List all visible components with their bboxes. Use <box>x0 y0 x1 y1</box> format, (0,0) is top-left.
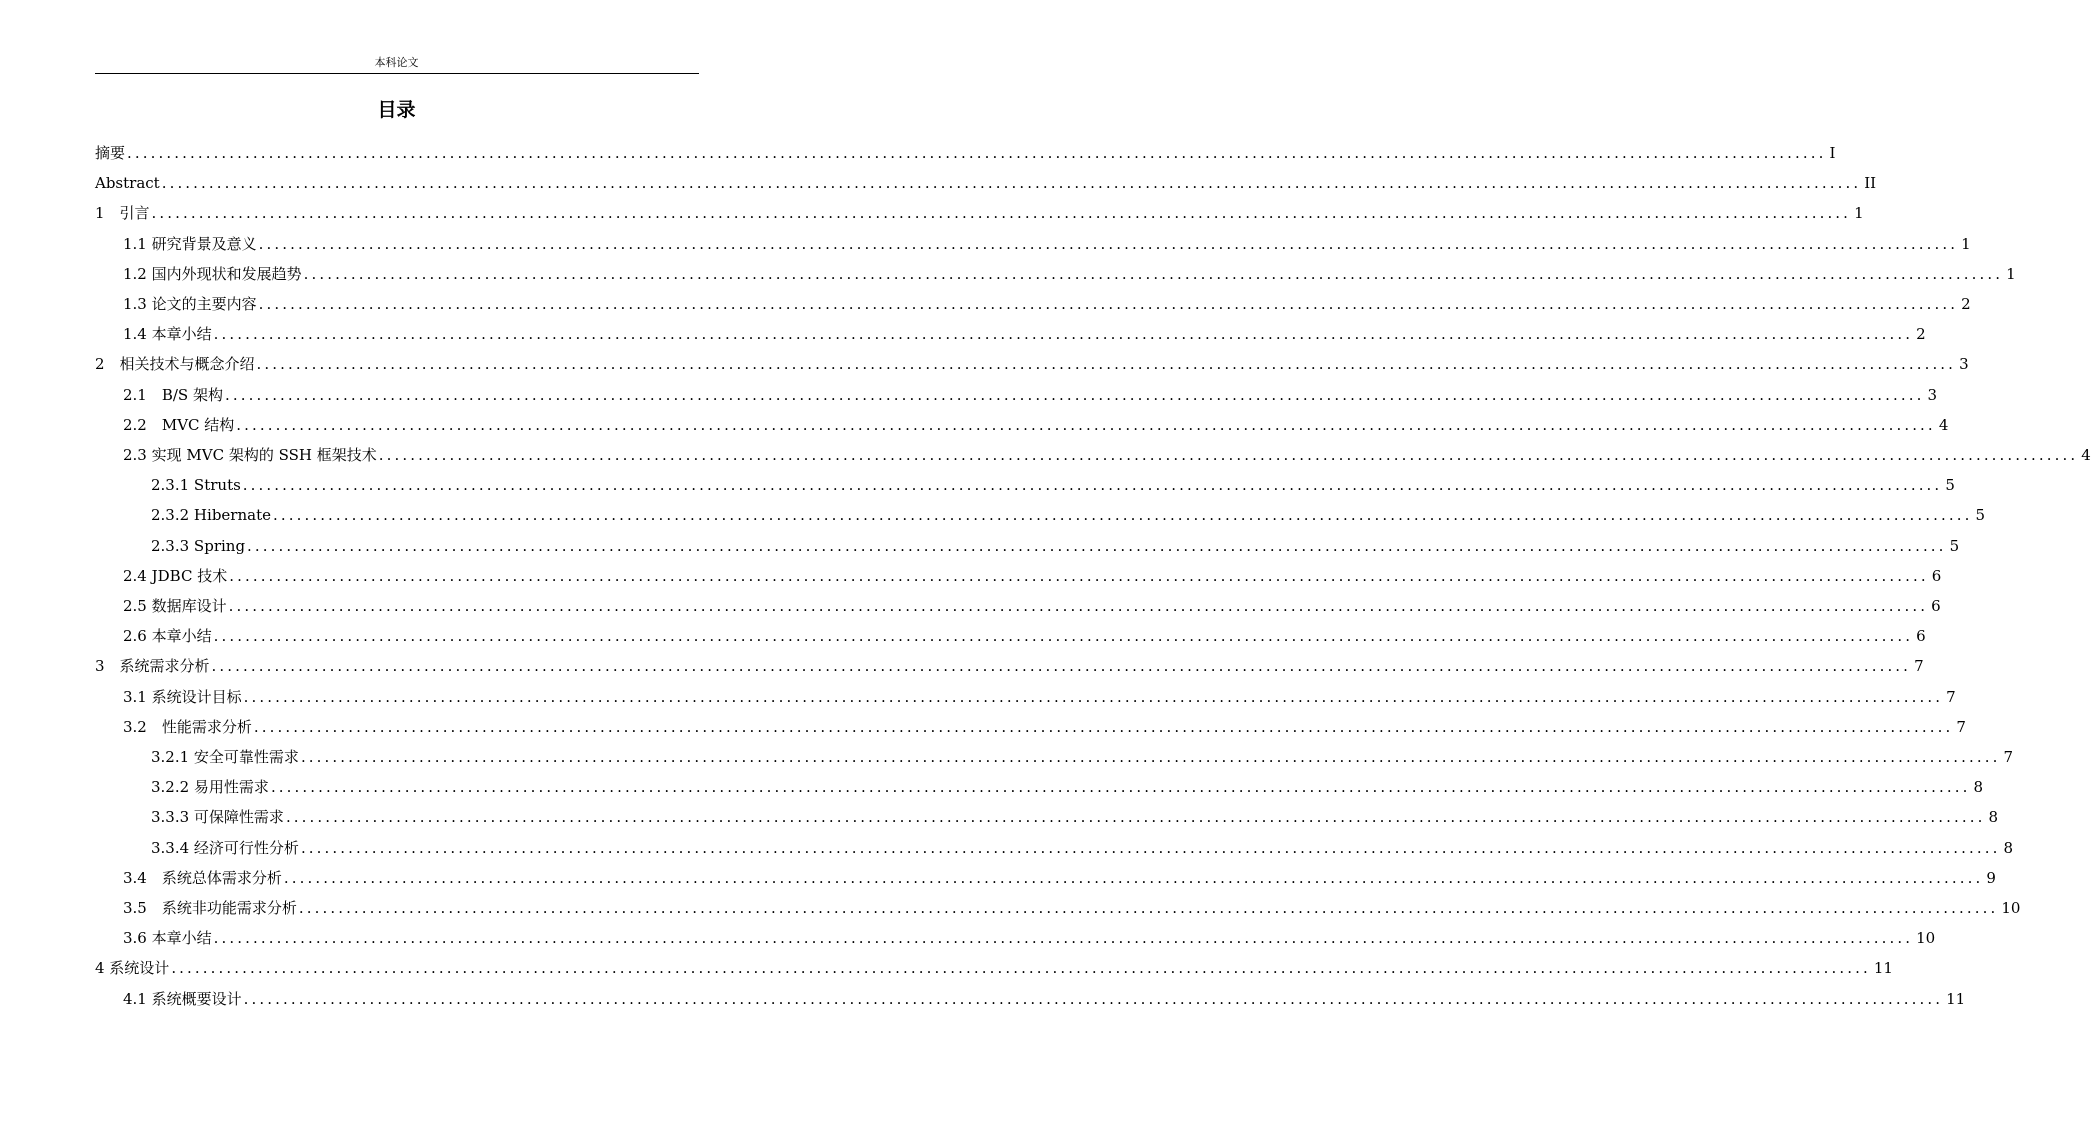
toc-leader-dots: ........................................................................................................................................................................................................................ <box>256 355 1957 373</box>
page-header: 本科论文 <box>374 56 419 69</box>
toc-entry-label: Abstract <box>95 174 160 192</box>
toc-entry[interactable] <box>95 470 1955 500</box>
toc-entry-label: 3.2.1 安全可靠性需求 <box>151 748 299 766</box>
toc-entry-label: 2.3 实现 MVC 架构的 SSH 框架技术 <box>123 446 377 464</box>
toc-entry-label: 1.4 本章小结 <box>123 325 212 343</box>
toc-leader-dots: ........................................................................................................................................................................................................................ <box>242 476 1943 494</box>
toc-leader-dots: ........................................................................................................................................................................................................................ <box>224 386 1925 404</box>
toc-entry[interactable] <box>95 893 2021 923</box>
toc-entry-page-number: 3 <box>1959 355 1969 373</box>
toc-entry-page-number: 1 <box>2006 265 2016 283</box>
toc-entry[interactable] <box>95 591 1941 621</box>
toc-entry-label: 1.2 国内外现状和发展趋势 <box>123 265 302 283</box>
toc-entry-page-number: 1 <box>1854 204 1864 222</box>
toc-entry-page-number: 3 <box>1927 386 1938 404</box>
toc-leader-dots: ........................................................................................................................................................................................................................ <box>127 144 1827 162</box>
toc-entry[interactable] <box>95 380 1938 410</box>
toc-entry[interactable] <box>95 319 1926 349</box>
header-rule <box>95 73 699 74</box>
toc-entry-page-number: 7 <box>2003 748 2013 766</box>
toc-entry-label: 1.3 论文的主要内容 <box>123 295 257 313</box>
toc-leader-dots: ........................................................................................................................................................................................................................ <box>272 506 1973 524</box>
toc-entry-label: 2.2 MVC 结构 <box>123 416 235 434</box>
toc-entry-label: 1.1 研究背景及意义 <box>123 235 257 253</box>
toc-leader-dots: ........................................................................................................................................................................................................................ <box>378 446 2079 464</box>
toc-entry[interactable] <box>95 802 1998 832</box>
toc-entry-page-number: 5 <box>1945 476 1955 494</box>
toc-leader-dots: ........................................................................................................................................................................................................................ <box>229 567 1929 585</box>
toc-leader-dots: ........................................................................................................................................................................................................................ <box>258 235 1959 253</box>
toc-entry-label: 3.4 系统总体需求分析 <box>123 869 282 887</box>
toc-entry[interactable] <box>95 349 1969 379</box>
toc-leader-dots: ........................................................................................................................................................................................................................ <box>303 265 2004 283</box>
toc-entry-label: 2.3.1 Struts <box>151 476 241 494</box>
toc-entry-label: 1 引言 <box>95 204 150 222</box>
toc-entry[interactable] <box>95 561 1942 591</box>
toc-entry[interactable] <box>95 923 1936 953</box>
toc-leader-dots: ........................................................................................................................................................................................................................ <box>285 808 1986 826</box>
toc-entry-page-number: 10 <box>2001 899 2021 917</box>
toc-entry[interactable] <box>95 198 1864 228</box>
toc-leader-dots: ........................................................................................................................................................................................................................ <box>151 204 1852 222</box>
toc-title: 目录 <box>377 99 416 121</box>
toc-leader-dots: ........................................................................................................................................................................................................................ <box>270 778 1971 796</box>
toc-entry[interactable] <box>95 772 1983 802</box>
toc-entry[interactable] <box>95 259 2016 289</box>
toc-entry[interactable] <box>95 531 1960 561</box>
toc-entry[interactable] <box>95 863 1996 893</box>
toc-entry-label: 2.4 JDBC 技术 <box>123 567 228 585</box>
toc-entry-label: 2.5 数据库设计 <box>123 597 227 615</box>
toc-leader-dots: ........................................................................................................................................................................................................................ <box>236 416 1936 434</box>
toc-entry-label: 4 系统设计 <box>95 959 170 977</box>
toc-leader-dots: ........................................................................................................................................................................................................................ <box>300 748 2001 766</box>
toc-entry-page-number: 6 <box>1931 567 1942 585</box>
toc-entry-label: 2.3.3 Spring <box>151 537 246 555</box>
toc-leader-dots: ........................................................................................................................................................................................................................ <box>228 597 1929 615</box>
toc-leader-dots: ........................................................................................................................................................................................................................ <box>283 869 1984 887</box>
toc-entry-page-number: 5 <box>1949 537 1960 555</box>
toc-entry-label: 3.2.2 易用性需求 <box>151 778 269 796</box>
toc-entry-label: 3.3.4 经济可行性分析 <box>151 839 299 857</box>
toc-entry[interactable] <box>95 712 1966 742</box>
toc-entry[interactable] <box>95 742 2013 772</box>
toc-entry-page-number: 6 <box>1916 627 1926 645</box>
toc-entry[interactable] <box>95 289 1971 319</box>
toc-entry-label: 2.6 本章小结 <box>123 627 212 645</box>
toc-entry[interactable] <box>95 440 2091 470</box>
toc-leader-dots: ........................................................................................................................................................................................................................ <box>253 718 1954 736</box>
toc-entry[interactable] <box>95 984 1966 1014</box>
toc-entry-label: 3.6 本章小结 <box>123 929 212 947</box>
toc-entry-label: 3.2 性能需求分析 <box>123 718 252 736</box>
toc-entry[interactable] <box>95 621 1926 651</box>
toc-entry-page-number: 6 <box>1931 597 1941 615</box>
toc-entry-label: 2.1 B/S 架构 <box>123 386 223 404</box>
toc-entry-page-number: 2 <box>1916 325 1926 343</box>
toc-entry-page-number: 2 <box>1961 295 1971 313</box>
toc-leader-dots: ........................................................................................................................................................................................................................ <box>300 839 2001 857</box>
toc-entry-page-number: 1 <box>1961 235 1971 253</box>
toc-entry-label: 2.3.2 Hibernate <box>151 506 271 524</box>
toc-entry-page-number: 11 <box>1946 990 1966 1008</box>
toc-entry-page-number: 8 <box>2003 839 2013 857</box>
toc-leader-dots: ........................................................................................................................................................................................................................ <box>243 990 1944 1008</box>
toc-entry[interactable] <box>95 138 1836 168</box>
toc-leader-dots: ........................................................................................................................................................................................................................ <box>298 899 1999 917</box>
toc-entry[interactable] <box>95 833 2013 863</box>
toc-entry-page-number: 7 <box>1956 718 1966 736</box>
toc-entry-label: 3 系统需求分析 <box>95 657 210 675</box>
toc-leader-dots: ........................................................................................................................................................................................................................ <box>213 627 1914 645</box>
toc-entry-page-number: 7 <box>1946 688 1956 706</box>
toc-leader-dots: ........................................................................................................................................................................................................................ <box>171 959 1871 977</box>
toc-leader-dots: ........................................................................................................................................................................................................................ <box>247 537 1947 555</box>
toc-entry-page-number: 9 <box>1986 869 1996 887</box>
toc-entry-page-number: 10 <box>1916 929 1936 947</box>
toc-entry-page-number: 4 <box>2081 446 2091 464</box>
toc-entry-page-number: 8 <box>1973 778 1983 796</box>
toc-entry-label: 3.1 系统设计目标 <box>123 688 242 706</box>
toc-entry[interactable] <box>95 410 1949 440</box>
toc-entry[interactable] <box>95 229 1971 259</box>
toc-entry-page-number: 11 <box>1873 959 1893 977</box>
toc-entry-label: 3.5 系统非功能需求分析 <box>123 899 297 917</box>
toc-leader-dots: ........................................................................................................................................................................................................................ <box>211 657 1912 675</box>
toc-entry[interactable] <box>95 953 1893 983</box>
toc-entry-page-number: 8 <box>1988 808 1998 826</box>
toc-leader-dots: ........................................................................................................................................................................................................................ <box>213 325 1914 343</box>
toc-entry-page-number: 7 <box>1914 657 1924 675</box>
toc-entry[interactable] <box>95 651 1924 681</box>
toc-entry[interactable] <box>95 168 1877 198</box>
toc-entry-label: 2 相关技术与概念介绍 <box>95 355 255 373</box>
toc-entry[interactable] <box>95 682 1956 712</box>
toc-entry-label: 3.3.3 可保障性需求 <box>151 808 284 826</box>
toc-entry-page-number: 4 <box>1938 416 1949 434</box>
toc-entry-label: 摘要 <box>95 144 126 162</box>
toc-leader-dots: ........................................................................................................................................................................................................................ <box>213 929 1914 947</box>
toc-leader-dots: ........................................................................................................................................................................................................................ <box>258 295 1959 313</box>
toc-entry[interactable] <box>95 500 1986 530</box>
toc-entry-page-number: 5 <box>1975 506 1986 524</box>
toc-leader-dots: ........................................................................................................................................................................................................................ <box>243 688 1944 706</box>
toc-entry-page-number: I <box>1829 144 1836 162</box>
toc-entry-label: 4.1 系统概要设计 <box>123 990 242 1008</box>
toc-leader-dots: ........................................................................................................................................................................................................................ <box>161 174 1862 192</box>
toc-entry-page-number: II <box>1864 174 1877 192</box>
